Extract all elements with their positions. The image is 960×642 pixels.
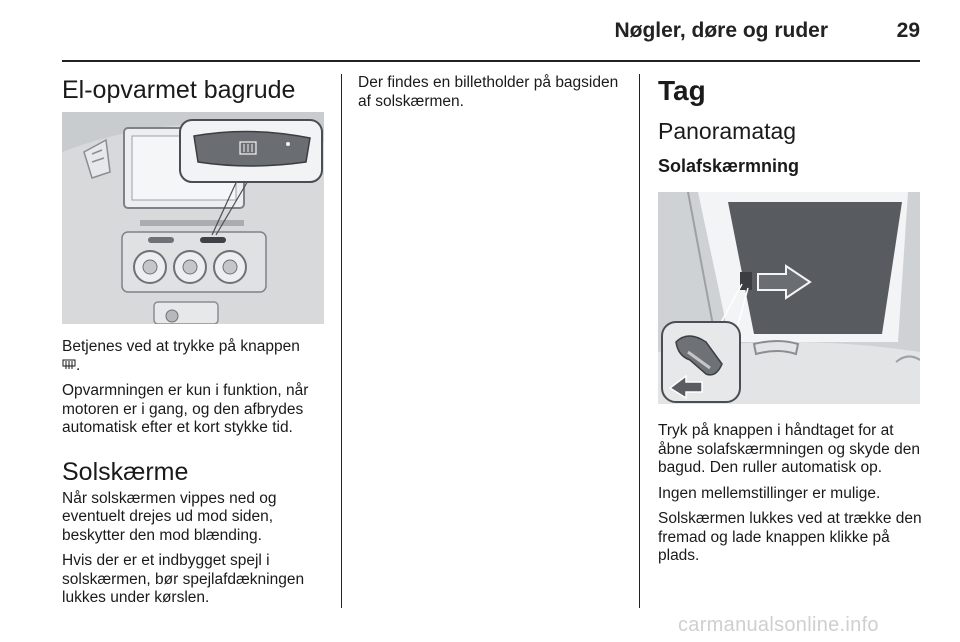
page-number: 29 xyxy=(896,19,920,42)
sunshade-illustration xyxy=(658,192,920,404)
paragraph-rear-window-usage xyxy=(62,338,326,375)
section-heading-roof: Tag xyxy=(658,75,706,106)
paragraph-sun-visor-mirror: Hvis der er et indbygget spejl i solskærmen, bør spejlafdækningen lukkes under kørslen. xyxy=(62,552,305,606)
paragraph-sunshade-close: Solskærmen lukkes ved at trække den fremad og lade knappen klikke på plads. xyxy=(658,510,922,564)
header-title: Nøgler, døre og ruder xyxy=(614,19,828,42)
paragraph-rear-window-operation: Opvarmningen er kun i funktion, når motoren er i gang, og den afbrydes automatisk efter et kort stykke tid. xyxy=(62,382,309,436)
column-3 xyxy=(658,74,922,566)
paragraph-sunshade-open: Tryk på knappen i håndtaget for at åbne solafskærmningen og skyde den bagud. Den ruller automatisk op. xyxy=(658,422,920,476)
rear-window-heater-icon xyxy=(62,359,76,371)
column-1 xyxy=(62,74,326,608)
header-divider xyxy=(62,60,920,62)
section-heading-sun-visors: Solskærme xyxy=(62,457,189,486)
section-heading-rear-window: El-opvarmet bagrude xyxy=(62,76,296,104)
subheading-panoramic-roof: Panoramatag xyxy=(658,118,797,144)
column-divider-2 xyxy=(639,74,640,608)
paragraph-rear-window-text: Betjenes ved at trykke på knappen xyxy=(62,338,300,355)
column-divider-1 xyxy=(341,74,342,608)
paragraph-rear-window-period: . xyxy=(76,356,81,374)
paragraph-sunshade-no-intermediate: Ingen mellemstillinger er mulige. xyxy=(658,484,881,502)
paragraph-sun-visor-glare: Når solskærmen vippes ned og eventuelt drejes ud mod siden, beskytter den mod blænding. xyxy=(62,489,277,544)
paragraph-ticket-holder: Der findes en billetholder på bagsiden af solskærmen. xyxy=(358,74,619,110)
column-2 xyxy=(358,74,624,111)
watermark-text: carmanualsonline.info xyxy=(678,614,879,636)
dashboard-figure xyxy=(62,112,324,324)
subheading-sunshade: Solafskærmning xyxy=(658,156,800,176)
sunshade-figure xyxy=(658,192,920,404)
dashboard-illustration xyxy=(62,112,324,324)
